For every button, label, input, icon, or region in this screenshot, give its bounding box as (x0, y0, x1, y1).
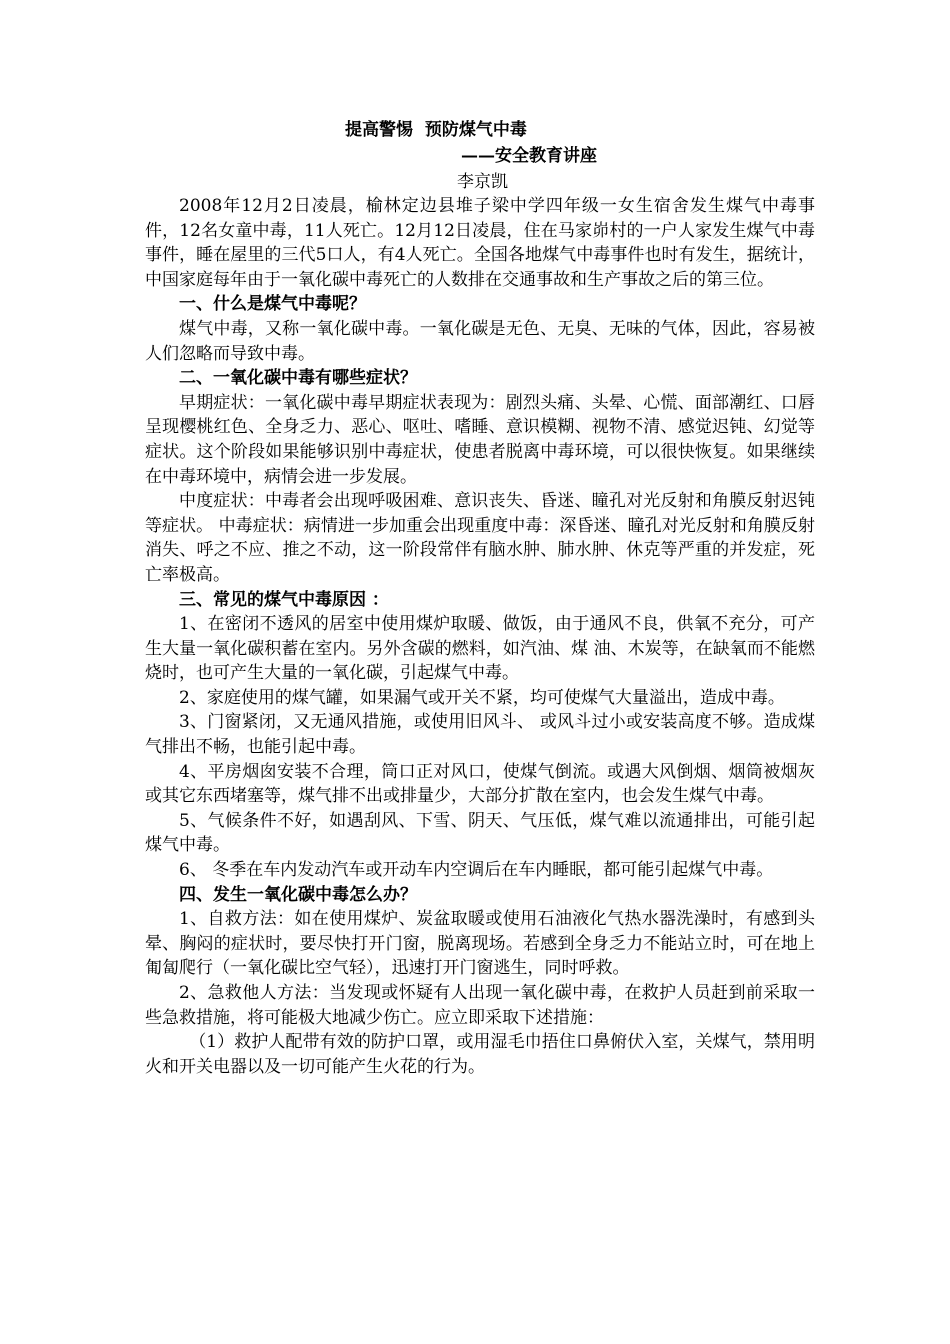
moderate-symptoms-paragraph: 中度症状：中毒者会出现呼吸困难、意识丧失、昏迷、瞳孔对光反射和角膜反射迟钝等症状。 中毒症状：病情进一步加重会出现重度中毒：深昏迷、瞳孔对光反射和角膜反射消失、呼之不应、推之不动，这一阶段常伴有脑水肿、肺水肿、休克等严重的并发症，死亡率极高。 (145, 491, 815, 585)
cause-3-paragraph: 3、门窗紧闭，又无通风措施，或使用旧风斗、 或风斗过小或安装高度不够。造成煤气排出不畅，也能引起中毒。 (145, 712, 815, 758)
section-3-heading: 三、常见的煤气中毒原因 ： (179, 589, 389, 610)
author-name: 李京凯 (457, 172, 508, 192)
section-4-heading: 四、发生一氧化碳中毒怎么办？ (179, 884, 417, 905)
section-1-paragraph: 煤气中毒，又称一氧化碳中毒。一氧化碳是无色、无臭、无味的气体，因此，容易被人们忽略而导致中毒。 (145, 318, 815, 364)
cause-5-paragraph: 5、气候条件不好，如遇刮风、下雪、阴天、气压低，煤气难以流通排出，可能引起煤气中毒。 (145, 810, 815, 856)
section-1-heading: 一、什么是煤气中毒呢？ (179, 294, 366, 315)
document-subtitle: ——安全教育讲座 (461, 146, 597, 166)
cause-1-paragraph: 1、在密闭不透风的居室中使用煤炉取暖、做饭，由于通风不良，供氧不充分，可产生大量一氧化碳积蓄在室内。另外含碳的燃料，如汽油、煤 油、木炭等，在缺氧而不能燃烧时，也可产生大量的一氧化碳，引起煤气中毒。 (145, 614, 815, 684)
early-symptoms-paragraph: 早期症状：一氧化碳中毒早期症状表现为：剧烈头痛、头晕、心慌、面部潮红、口唇呈现樱桃红色、全身乏力、恶心、呕吐、嗜睡、意识模糊、视物不清、感觉迟钝、幻觉等症状。这个阶段如果能够识别中毒症状，使患者脱离中毒环境，可以很快恢复。如果继续在中毒环境中，病情会进一步发展。 (145, 392, 815, 487)
document-title: 提高警惕 预防煤气中毒 (345, 120, 527, 140)
intro-paragraph: 2008年12月2日凌晨，榆林定边县堆子梁中学四年级一女生宿舍发生煤气中毒事件，12名女童中毒，11人死亡。12月12日凌晨，住在马家峁村的一户人家发生煤气中毒事件，睡在屋里的三代5口人，有4人死亡。全国各地煤气中毒事件也时有发生，据统计，中国家庭每年由于一氧化碳中毒死亡的人数排在交通事故和生产事故之后的第三位。 (145, 196, 815, 290)
self-rescue-paragraph: 1、自救方法：如在使用煤炉、炭盆取暖或使用石油液化气热水器洗澡时，有感到头晕、胸闷的症状时，要尽快打开门窗，脱离现场。若感到全身乏力不能站立时，可在地上匍匐爬行（一氧化碳比空气轻），迅速打开门窗逃生，同时呼救。 (145, 909, 815, 979)
rescue-step-1-paragraph: （1）救护人配带有效的防护口罩，或用湿毛巾捂住口鼻俯伏入室，关煤气，禁用明火和开关电器以及一切可能产生火花的行为。 (145, 1032, 815, 1077)
cause-4-paragraph: 4、平房烟囱安装不合理，筒口正对风口，使煤气倒流。或遇大风倒烟、烟筒被烟灰或其它东西堵塞等，煤气排不出或排量少，大部分扩散在室内，也会发生煤气中毒。 (145, 761, 815, 807)
rescue-others-paragraph: 2、急救他人方法：当发现或怀疑有人出现一氧化碳中毒，在救护人员赶到前采取一些急救措施，将可能极大地减少伤亡。应立即采取下述措施： (145, 983, 815, 1028)
cause-6-paragraph: 6、 冬季在车内发动汽车或开动车内空调后在车内睡眠，都可能引起煤气中毒。 (179, 860, 774, 881)
section-2-heading: 二、一氧化碳中毒有哪些症状？ (179, 368, 417, 389)
cause-2-paragraph: 2、家庭使用的煤气罐，如果漏气或开关不紧，均可使煤气大量溢出，造成中毒。 (179, 687, 785, 708)
document-page (145, 118, 815, 1079)
